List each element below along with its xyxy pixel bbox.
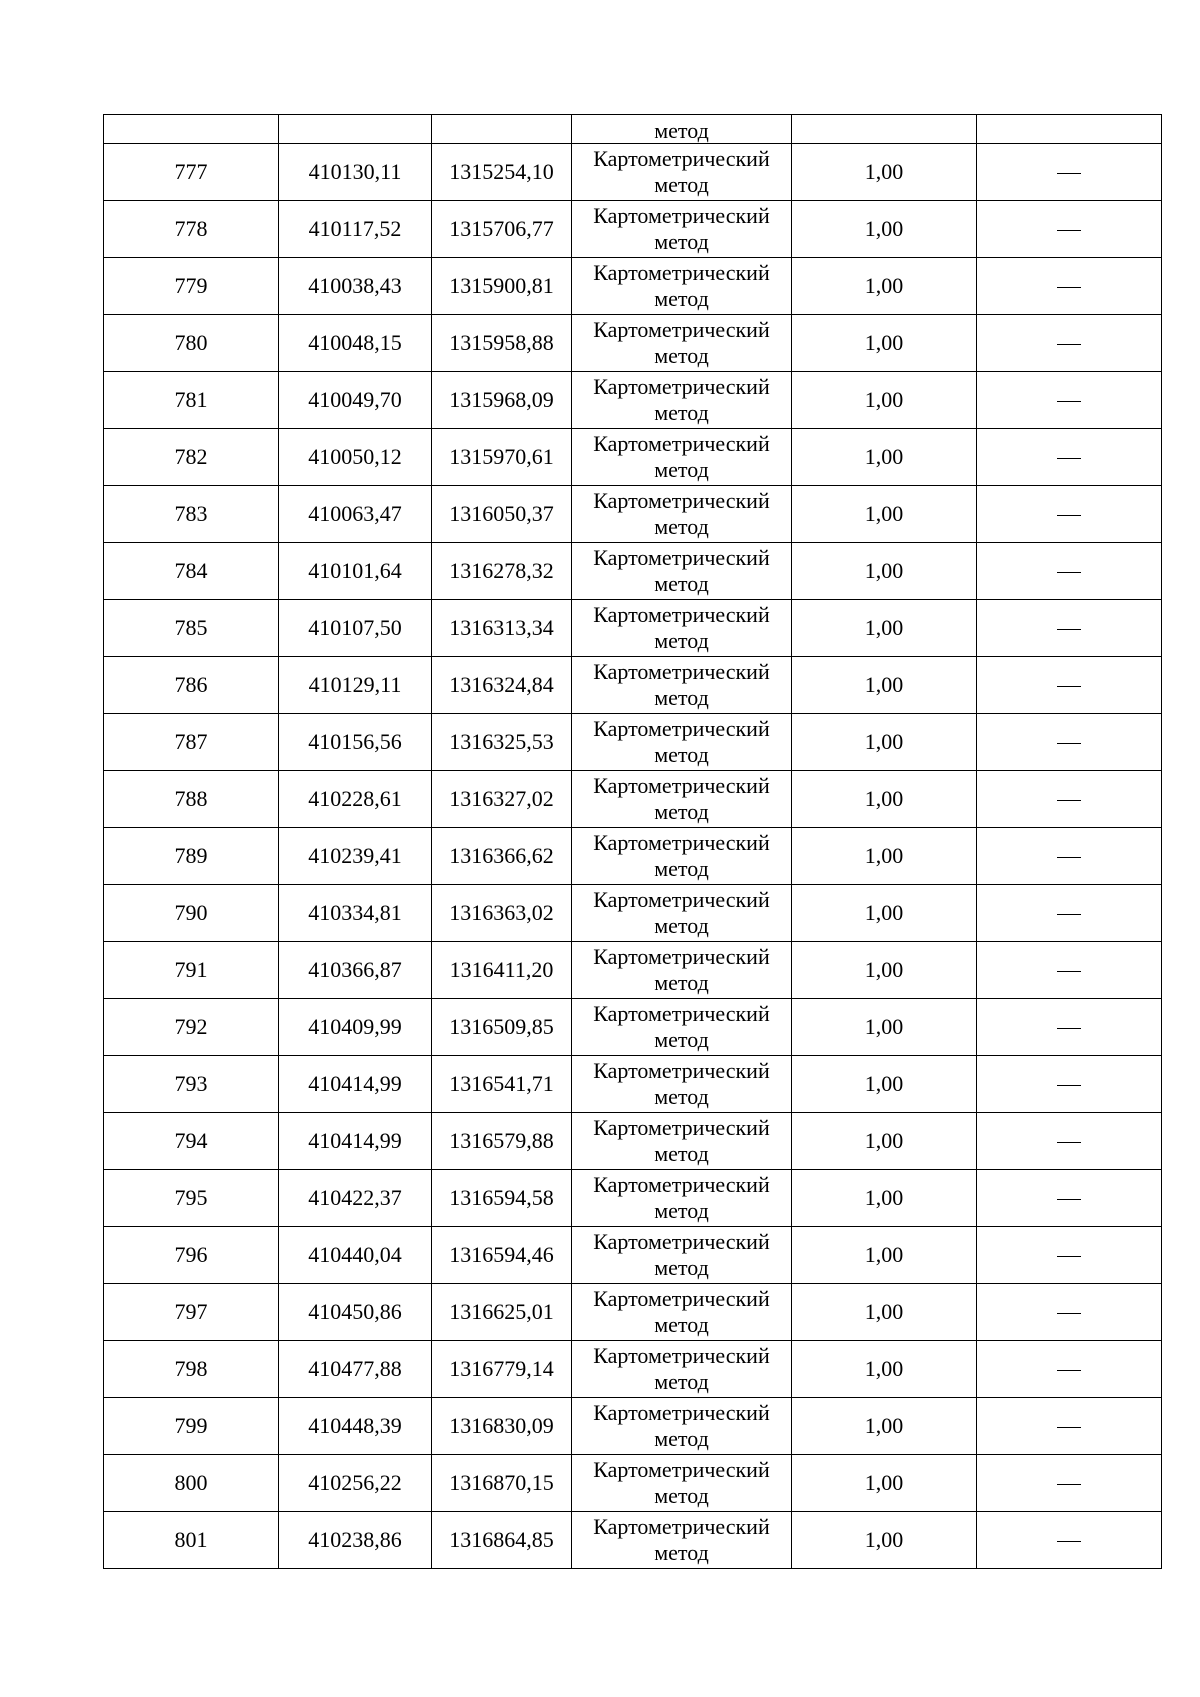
accuracy-cell: 1,00: [792, 1512, 977, 1569]
method-cell: [572, 1056, 792, 1113]
point-number-cell: 790: [104, 885, 279, 942]
table-row: [104, 1512, 1162, 1569]
method-text: Картометрический: [593, 1001, 770, 1026]
point-number-cell: 782: [104, 429, 279, 486]
y-coordinate-cell: 1316541,71: [432, 1056, 572, 1113]
accuracy-cell: 1,00: [792, 543, 977, 600]
method-cell: [572, 1227, 792, 1284]
description-cell: [977, 714, 1162, 771]
x-coordinate-cell: 410409,99: [279, 999, 432, 1056]
x-coordinate-cell: 410239,41: [279, 828, 432, 885]
method-cell: [572, 771, 792, 828]
method-text: метод: [654, 1255, 709, 1280]
table-row: [104, 1056, 1162, 1113]
table-row: [104, 1341, 1162, 1398]
method-text: метод: [654, 286, 709, 311]
accuracy-cell: 1,00: [792, 1341, 977, 1398]
description-cell: [977, 771, 1162, 828]
method-text: метод: [654, 118, 709, 143]
coordinates-table: [103, 114, 1162, 1569]
accuracy-cell: 1,00: [792, 1170, 977, 1227]
accuracy-cell: 1,00: [792, 885, 977, 942]
accuracy-cell: 1,00: [792, 1284, 977, 1341]
y-coordinate-cell: 1316313,34: [432, 600, 572, 657]
description-cell: [977, 1455, 1162, 1512]
table-row: [104, 999, 1162, 1056]
x-coordinate-cell: 410129,11: [279, 657, 432, 714]
y-coordinate-cell: 1316324,84: [432, 657, 572, 714]
method-text: метод: [654, 571, 709, 596]
accuracy-cell: 1,00: [792, 657, 977, 714]
point-number-cell: 795: [104, 1170, 279, 1227]
dash-mark: [1057, 401, 1081, 402]
method-text: метод: [654, 400, 709, 425]
method-text: метод: [654, 457, 709, 482]
method-cell: [572, 1284, 792, 1341]
table-row: [104, 543, 1162, 600]
point-number-cell: 789: [104, 828, 279, 885]
method-cell: [572, 1512, 792, 1569]
x-coordinate-cell: 410117,52: [279, 201, 432, 258]
method-text: Картометрический: [593, 602, 770, 627]
method-cell: [572, 201, 792, 258]
method-text: Картометрический: [593, 944, 770, 969]
y-coordinate-cell: 1316625,01: [432, 1284, 572, 1341]
point-number-cell: 797: [104, 1284, 279, 1341]
x-coordinate-cell: 410228,61: [279, 771, 432, 828]
y-coordinate-cell: 1316594,46: [432, 1227, 572, 1284]
method-text: Картометрический: [593, 1457, 770, 1482]
table-row: [104, 1170, 1162, 1227]
accuracy-cell: 1,00: [792, 315, 977, 372]
accuracy-cell: 1,00: [792, 144, 977, 201]
description-cell: [977, 144, 1162, 201]
method-text: Картометрический: [593, 1229, 770, 1254]
description-cell: [977, 1170, 1162, 1227]
method-text: Картометрический: [593, 545, 770, 570]
point-number-cell: 792: [104, 999, 279, 1056]
method-text: Картометрический: [593, 1343, 770, 1368]
y-coordinate-cell: 1316594,58: [432, 1170, 572, 1227]
dash-mark: [1057, 686, 1081, 687]
dash-mark: [1057, 743, 1081, 744]
point-number-cell: 780: [104, 315, 279, 372]
y-coordinate-cell: 1316509,85: [432, 999, 572, 1056]
y-coordinate-cell: 1316830,09: [432, 1398, 572, 1455]
method-text: метод: [654, 856, 709, 881]
method-text: Картометрический: [593, 488, 770, 513]
description-cell: [977, 201, 1162, 258]
description-cell: [977, 1512, 1162, 1569]
point-number-cell: 779: [104, 258, 279, 315]
y-coordinate-cell: 1316779,14: [432, 1341, 572, 1398]
description-cell: [977, 258, 1162, 315]
description-cell: [977, 1284, 1162, 1341]
dash-mark: [1057, 914, 1081, 915]
description-cell: [977, 1227, 1162, 1284]
method-text: Картометрический: [593, 1514, 770, 1539]
dash-mark: [1057, 1484, 1081, 1485]
description-cell: [977, 885, 1162, 942]
x-coordinate-cell: 410256,22: [279, 1455, 432, 1512]
method-text: метод: [654, 1084, 709, 1109]
table-row: [104, 258, 1162, 315]
accuracy-cell: 1,00: [792, 258, 977, 315]
method-cell: [572, 885, 792, 942]
point-number-cell: 801: [104, 1512, 279, 1569]
point-number-cell: 787: [104, 714, 279, 771]
point-number-cell: 781: [104, 372, 279, 429]
point-number-cell: 784: [104, 543, 279, 600]
x-coordinate-cell: 410440,04: [279, 1227, 432, 1284]
method-cell: [572, 999, 792, 1056]
dash-mark: [1057, 1541, 1081, 1542]
dash-mark: [1057, 1256, 1081, 1257]
method-text: Картометрический: [593, 146, 770, 171]
y-coordinate-cell: 1316325,53: [432, 714, 572, 771]
method-text: Картометрический: [593, 1172, 770, 1197]
method-text: Картометрический: [593, 374, 770, 399]
method-cell: [572, 258, 792, 315]
y-coordinate-cell: 1315968,09: [432, 372, 572, 429]
accuracy-cell: 1,00: [792, 771, 977, 828]
method-cell: [572, 828, 792, 885]
method-text: Картометрический: [593, 773, 770, 798]
table-row: [104, 714, 1162, 771]
dash-mark: [1057, 629, 1081, 630]
dash-mark: [1057, 1370, 1081, 1371]
dash-mark: [1057, 1199, 1081, 1200]
description-cell: [977, 1113, 1162, 1170]
method-text: метод: [654, 970, 709, 995]
method-cell: [572, 942, 792, 999]
x-coordinate-cell: 410107,50: [279, 600, 432, 657]
description-cell: [977, 999, 1162, 1056]
dash-mark: [1057, 287, 1081, 288]
dash-mark: [1057, 458, 1081, 459]
accuracy-cell: 1,00: [792, 600, 977, 657]
x-coordinate-cell: 410101,64: [279, 543, 432, 600]
y-coordinate-cell: 1315254,10: [432, 144, 572, 201]
x-coordinate-cell: 410334,81: [279, 885, 432, 942]
table-row: [104, 486, 1162, 543]
accuracy-cell: 1,00: [792, 999, 977, 1056]
table-row: [104, 885, 1162, 942]
table-row: [104, 201, 1162, 258]
method-text: Картометрический: [593, 830, 770, 855]
method-text: метод: [654, 1426, 709, 1451]
point-number-cell: 798: [104, 1341, 279, 1398]
dash-mark: [1057, 1085, 1081, 1086]
description-cell: [977, 600, 1162, 657]
y-coordinate-cell: 1316050,37: [432, 486, 572, 543]
table-row: [104, 1284, 1162, 1341]
table-row: [104, 828, 1162, 885]
method-text: Картометрический: [593, 1400, 770, 1425]
x-coordinate-cell: 410477,88: [279, 1341, 432, 1398]
y-coordinate-cell: 1315900,81: [432, 258, 572, 315]
dash-mark: [1057, 515, 1081, 516]
table-row: [104, 600, 1162, 657]
table-row: [104, 657, 1162, 714]
method-text: метод: [654, 913, 709, 938]
description-cell: [977, 1056, 1162, 1113]
point-number-cell: 791: [104, 942, 279, 999]
x-coordinate-cell: 410050,12: [279, 429, 432, 486]
method-cell: [572, 657, 792, 714]
accuracy-cell: 1,00: [792, 714, 977, 771]
accuracy-cell: 1,00: [792, 372, 977, 429]
method-text: метод: [654, 685, 709, 710]
method-text: метод: [654, 1483, 709, 1508]
method-cell: [572, 714, 792, 771]
method-text: Картометрический: [593, 887, 770, 912]
method-text: метод: [654, 172, 709, 197]
x-coordinate-cell: 410450,86: [279, 1284, 432, 1341]
description-cell: [977, 1398, 1162, 1455]
dash-mark: [1057, 173, 1081, 174]
method-cell: [572, 1113, 792, 1170]
x-coordinate-cell: 410156,56: [279, 714, 432, 771]
x-coordinate-cell: 410049,70: [279, 372, 432, 429]
y-coordinate-cell: 1315970,61: [432, 429, 572, 486]
table-row: [104, 1227, 1162, 1284]
table-row: [104, 942, 1162, 999]
dash-mark: [1057, 971, 1081, 972]
y-coordinate-cell: 1315706,77: [432, 201, 572, 258]
description-cell: [977, 429, 1162, 486]
point-number-cell: 794: [104, 1113, 279, 1170]
accuracy-cell: 1,00: [792, 1398, 977, 1455]
x-coordinate-cell: 410048,15: [279, 315, 432, 372]
method-cell: [572, 1398, 792, 1455]
accuracy-cell: [792, 115, 977, 144]
method-cell: [572, 600, 792, 657]
point-number-cell: 786: [104, 657, 279, 714]
point-number-cell: 778: [104, 201, 279, 258]
point-number-cell: 777: [104, 144, 279, 201]
point-number-cell: 785: [104, 600, 279, 657]
accuracy-cell: 1,00: [792, 1227, 977, 1284]
method-cell: [572, 1455, 792, 1512]
x-coordinate-cell: 410448,39: [279, 1398, 432, 1455]
description-cell: [977, 543, 1162, 600]
description-cell: [977, 1341, 1162, 1398]
method-text: Картометрический: [593, 1115, 770, 1140]
method-text: Картометрический: [593, 260, 770, 285]
point-number-cell: 793: [104, 1056, 279, 1113]
description-cell: [977, 657, 1162, 714]
dash-mark: [1057, 800, 1081, 801]
method-cell: [572, 486, 792, 543]
method-text: метод: [654, 1369, 709, 1394]
accuracy-cell: 1,00: [792, 1455, 977, 1512]
x-coordinate-cell: 410038,43: [279, 258, 432, 315]
table-row: [104, 771, 1162, 828]
method-text: Картометрический: [593, 431, 770, 456]
method-text: метод: [654, 1312, 709, 1337]
method-text: Картометрический: [593, 1058, 770, 1083]
y-coordinate-cell: [432, 115, 572, 144]
x-coordinate-cell: 410414,99: [279, 1056, 432, 1113]
dash-mark: [1057, 1142, 1081, 1143]
table-row: [104, 1455, 1162, 1512]
x-coordinate-cell: 410063,47: [279, 486, 432, 543]
point-number-cell: 788: [104, 771, 279, 828]
point-number-cell: 800: [104, 1455, 279, 1512]
accuracy-cell: 1,00: [792, 201, 977, 258]
continuation-row: [104, 115, 1162, 144]
method-text: метод: [654, 628, 709, 653]
x-coordinate-cell: 410238,86: [279, 1512, 432, 1569]
method-cell: [572, 543, 792, 600]
dash-mark: [1057, 344, 1081, 345]
y-coordinate-cell: 1316411,20: [432, 942, 572, 999]
x-coordinate-cell: 410414,99: [279, 1113, 432, 1170]
method-text: Картометрический: [593, 317, 770, 342]
table-row: [104, 1398, 1162, 1455]
point-number-cell: 783: [104, 486, 279, 543]
description-cell: [977, 372, 1162, 429]
method-text: метод: [654, 799, 709, 824]
method-cell: [572, 1341, 792, 1398]
method-cell: [572, 429, 792, 486]
y-coordinate-cell: 1316363,02: [432, 885, 572, 942]
table-row: [104, 144, 1162, 201]
point-number-cell: 796: [104, 1227, 279, 1284]
method-text: метод: [654, 1141, 709, 1166]
accuracy-cell: 1,00: [792, 1056, 977, 1113]
y-coordinate-cell: 1316864,85: [432, 1512, 572, 1569]
method-text: метод: [654, 742, 709, 767]
method-text: Картометрический: [593, 716, 770, 741]
dash-mark: [1057, 1313, 1081, 1314]
method-text: метод: [654, 1540, 709, 1565]
accuracy-cell: 1,00: [792, 828, 977, 885]
accuracy-cell: 1,00: [792, 486, 977, 543]
method-cell: [572, 315, 792, 372]
table-row: [104, 315, 1162, 372]
method-cell: [572, 1170, 792, 1227]
accuracy-cell: 1,00: [792, 1113, 977, 1170]
y-coordinate-cell: 1316366,62: [432, 828, 572, 885]
table-row: [104, 372, 1162, 429]
method-cell: [572, 115, 792, 144]
y-coordinate-cell: 1316870,15: [432, 1455, 572, 1512]
method-text: метод: [654, 229, 709, 254]
method-text: метод: [654, 514, 709, 539]
method-text: метод: [654, 1027, 709, 1052]
dash-mark: [1057, 1427, 1081, 1428]
table-row: [104, 1113, 1162, 1170]
method-text: метод: [654, 1198, 709, 1223]
x-coordinate-cell: 410422,37: [279, 1170, 432, 1227]
x-coordinate-cell: [279, 115, 432, 144]
description-cell: [977, 115, 1162, 144]
accuracy-cell: 1,00: [792, 429, 977, 486]
point-number-cell: 799: [104, 1398, 279, 1455]
method-text: Картометрический: [593, 203, 770, 228]
method-text: Картометрический: [593, 659, 770, 684]
method-text: Картометрический: [593, 1286, 770, 1311]
y-coordinate-cell: 1316278,32: [432, 543, 572, 600]
dash-mark: [1057, 1028, 1081, 1029]
description-cell: [977, 486, 1162, 543]
description-cell: [977, 315, 1162, 372]
y-coordinate-cell: 1315958,88: [432, 315, 572, 372]
dash-mark: [1057, 572, 1081, 573]
accuracy-cell: 1,00: [792, 942, 977, 999]
description-cell: [977, 942, 1162, 999]
x-coordinate-cell: 410130,11: [279, 144, 432, 201]
y-coordinate-cell: 1316327,02: [432, 771, 572, 828]
x-coordinate-cell: 410366,87: [279, 942, 432, 999]
dash-mark: [1057, 857, 1081, 858]
description-cell: [977, 828, 1162, 885]
point-number-cell: [104, 115, 279, 144]
table-row: [104, 429, 1162, 486]
method-text: метод: [654, 343, 709, 368]
y-coordinate-cell: 1316579,88: [432, 1113, 572, 1170]
method-cell: [572, 144, 792, 201]
method-cell: [572, 372, 792, 429]
dash-mark: [1057, 230, 1081, 231]
